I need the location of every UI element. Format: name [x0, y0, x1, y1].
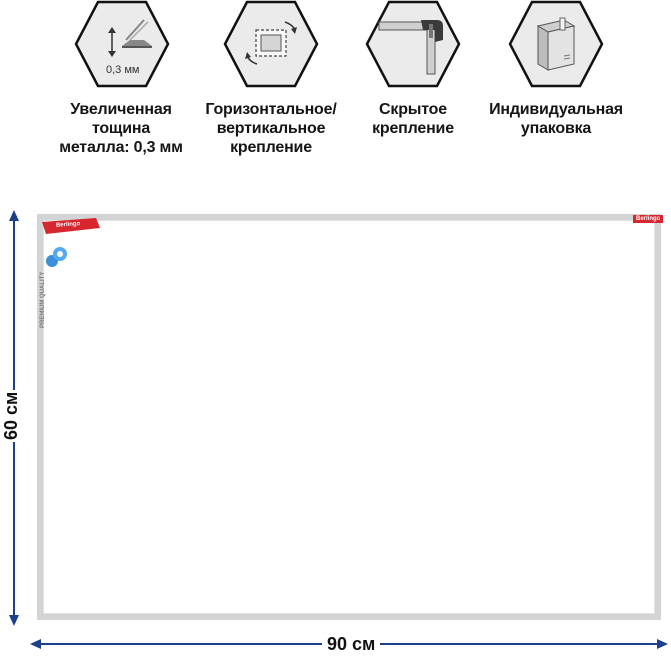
feature-caption: Увеличенная тощина металла: 0,3 мм: [59, 101, 183, 156]
rotate-mount-icon: [223, 0, 319, 88]
hidden-mount-icon: [365, 0, 461, 88]
brand-logo: Berlingo: [55, 221, 81, 229]
thickness-value: 0,3 мм: [106, 64, 140, 76]
height-label: 60 см: [1, 391, 21, 440]
feature-caption: Скрытое крепление: [372, 101, 454, 137]
quality-label: PREMIUM QUALITY: [40, 271, 46, 328]
feature-caption: Индивидуальная упаковка: [489, 101, 623, 137]
brand-logo-small: Berlingo: [633, 215, 663, 223]
width-label: 90 см: [322, 634, 380, 654]
quality-badge-icon: [43, 244, 73, 270]
feature-caption: Горизонтальное/ вертикальное крепление: [205, 101, 337, 156]
whiteboard-surface: [43, 220, 655, 614]
package-box-icon: [508, 0, 604, 88]
whiteboard-frame: [37, 214, 661, 620]
